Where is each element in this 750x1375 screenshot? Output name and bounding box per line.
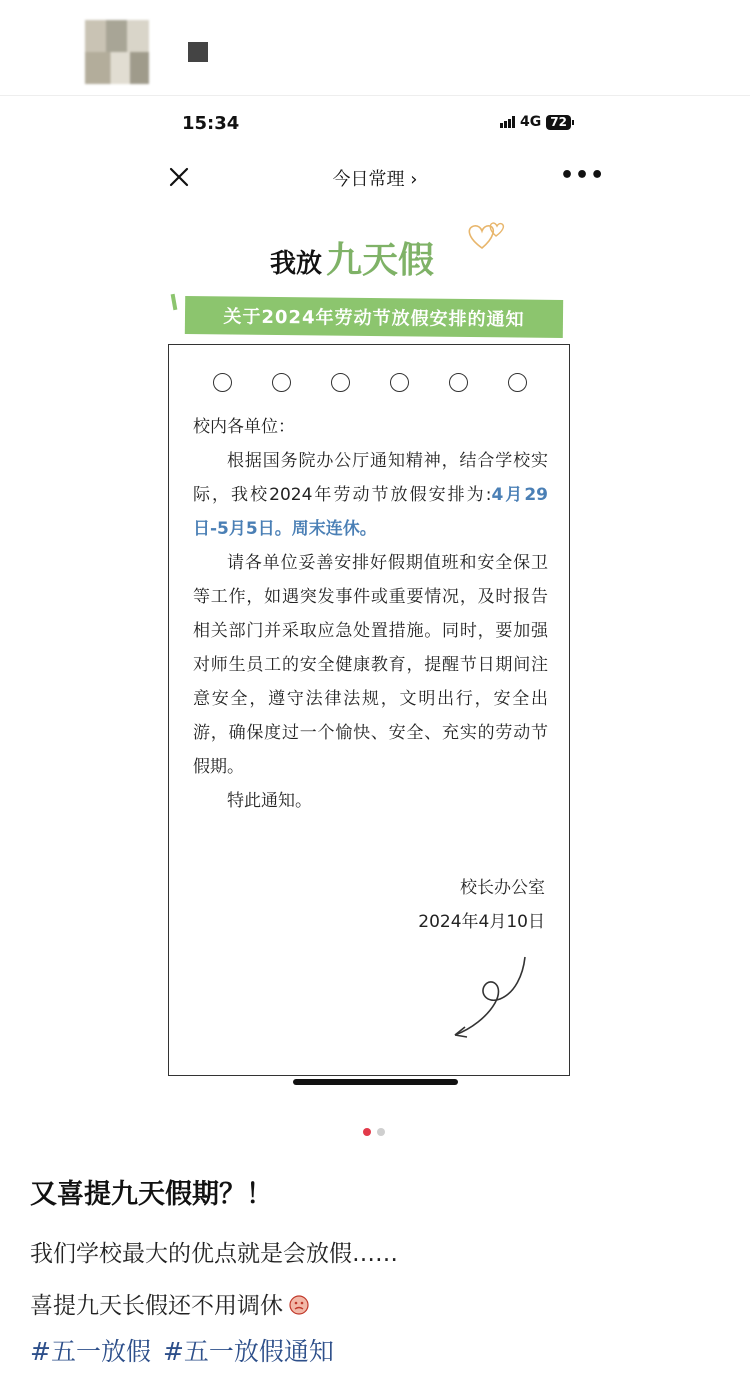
more-icon[interactable]: ••• <box>560 163 606 188</box>
nav-title[interactable]: 今日常理 › <box>332 169 418 190</box>
ring-icon <box>449 373 468 392</box>
ring-icon <box>331 373 350 392</box>
salutation: 校内各单位： <box>193 417 295 437</box>
swirl-arrow-icon <box>445 955 535 1045</box>
home-indicator <box>293 1079 458 1085</box>
holiday-dates: 4月29日-5月5日。周末连休。 <box>193 485 548 539</box>
signer: 校长办公室 <box>460 878 545 898</box>
paragraph-2: 请各单位妥善安排好假期值班和安全保卫等工作，如遇突发事件或重要情况，及时报告相关部门并采取应急处置措施。同时，要加强对师生员工的安全健康教育，提醒节日期间注意安全，遵守法律法规，文明出行，安全出游，确保度过一个愉快、安全、充实的劳动节假期。 <box>193 553 548 777</box>
headline-main: 九天假 <box>326 240 435 281</box>
paragraph-3: 特此通知。 <box>227 791 312 811</box>
carousel-dot[interactable] <box>377 1128 385 1136</box>
headline-prefix: 我放 <box>270 249 323 279</box>
emoji-icon <box>287 1292 311 1316</box>
notice-date: 2024年4月10日 <box>418 912 545 932</box>
ring-icon <box>213 373 232 392</box>
post-line-2-wrap <box>30 1287 311 1320</box>
notice-headline <box>270 232 434 283</box>
ring-icon <box>390 373 409 392</box>
notebook-rings <box>213 373 527 392</box>
paragraph-1-text: 根据国务院办公厅通知精神，结合学校实际，我校2024年劳动节放假安排为: <box>193 451 548 505</box>
hashtag-1[interactable]: #五一放假 <box>30 1337 151 1366</box>
post-line-2: 喜提九天长假还不用调休 <box>30 1293 283 1319</box>
notice-banner: 关于2024年劳动节放假安排的通知 <box>185 296 563 338</box>
author-avatar[interactable] <box>85 20 149 84</box>
hashtags <box>30 1332 334 1368</box>
carousel-dot-active[interactable] <box>363 1128 371 1136</box>
status-indicators <box>500 114 571 130</box>
paragraph-1 <box>193 444 548 546</box>
author-bar <box>0 0 750 96</box>
post-title: 又喜提九天假期？！ <box>30 1179 273 1210</box>
signal-icon <box>500 116 515 128</box>
notice-body <box>193 410 548 818</box>
network-label: 4G <box>520 114 542 130</box>
carousel-dots[interactable] <box>363 1128 385 1136</box>
ring-icon <box>508 373 527 392</box>
battery-icon: 72 <box>546 115 571 130</box>
status-time: 15:34 <box>182 113 240 134</box>
hashtag-2[interactable]: #五一放假通知 <box>162 1337 334 1366</box>
post-line-1: 我们学校最大的优点就是会放假…… <box>30 1241 398 1267</box>
hearts-icon <box>462 218 510 254</box>
author-name-blurred[interactable] <box>188 42 208 62</box>
ring-icon <box>272 373 291 392</box>
